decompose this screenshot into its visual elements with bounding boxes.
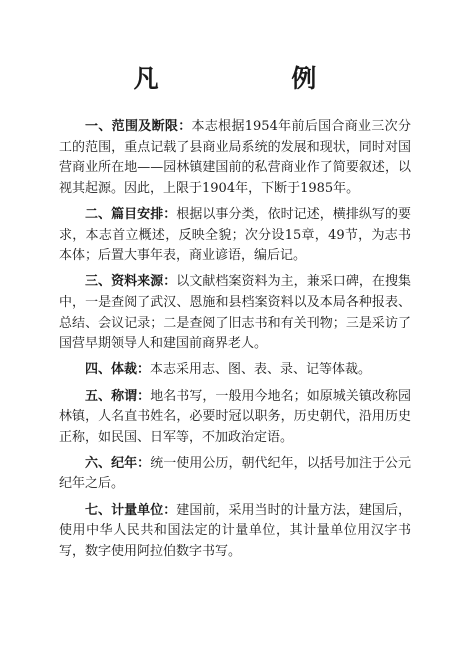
paragraph-dating bbox=[59, 454, 411, 495]
paragraph-heading: 二、篇目安排： bbox=[85, 206, 177, 222]
paragraph-heading: 六、纪年： bbox=[85, 455, 151, 471]
paragraph-structure bbox=[59, 205, 411, 267]
document-body bbox=[59, 117, 411, 568]
paragraph-heading: 一、范围及断限： bbox=[85, 119, 192, 134]
paragraph-sources bbox=[59, 272, 411, 354]
paragraph-scope bbox=[59, 117, 411, 199]
page-title: 凡 例 bbox=[133, 64, 379, 93]
paragraph-text: 以文献档案资料为主，兼采口碑，在搜集中，一是查阅了武汉、恩施和县档案资料以及本局各种报表、总结、会议记录；二是查阅了旧志书和有关刊物；三是采访了国营早期领导人和建国前商界老人。 bbox=[59, 274, 411, 352]
paragraph-text: 根据以事分类，依时记述，横排纵写的要求，本志首立概述，反映全貌；次分设15章，49节，为志书本体；后置大事年表，商业谚语，编后记。 bbox=[59, 206, 411, 264]
paragraph-heading: 四、体裁： bbox=[85, 362, 151, 378]
paragraph-naming bbox=[59, 387, 411, 449]
paragraph-text: 建国前，采用当时的计量方法，建国后，使用中华人民共和国法定的计量单位，其计量单位用汉字书写，数字使用阿拉伯数字书写。 bbox=[59, 502, 411, 559]
paragraph-units bbox=[59, 501, 411, 563]
paragraph-text: 地名书写，一般用今地名；如原城关镇改称园林镇，人名直书姓名，必要时冠以职务，历史朝代，沿用历史正称，如民国、日军等，不加政治定语。 bbox=[59, 388, 411, 445]
paragraph-genre bbox=[59, 360, 411, 381]
paragraph-text: 统一使用公历，朝代纪年，以括号加注于公元纪年之后。 bbox=[59, 455, 411, 492]
paragraph-text: 本志采用志、图、表、录、记等体裁。 bbox=[150, 362, 372, 378]
paragraph-heading: 五、称谓： bbox=[85, 388, 151, 404]
paragraph-heading: 七、计量单位： bbox=[85, 502, 177, 518]
paragraph-heading: 三、资料来源： bbox=[85, 274, 177, 290]
paragraph-text: 本志根据1954年前后国合商业三次分工的范围，重点记载了县商业局系统的发展和现状，同时对国营商业所在地——园林镇建国前的私营商业作了简要叙述，以视其起源。因此，上限于1904年，下断于1985年。 bbox=[59, 119, 411, 196]
